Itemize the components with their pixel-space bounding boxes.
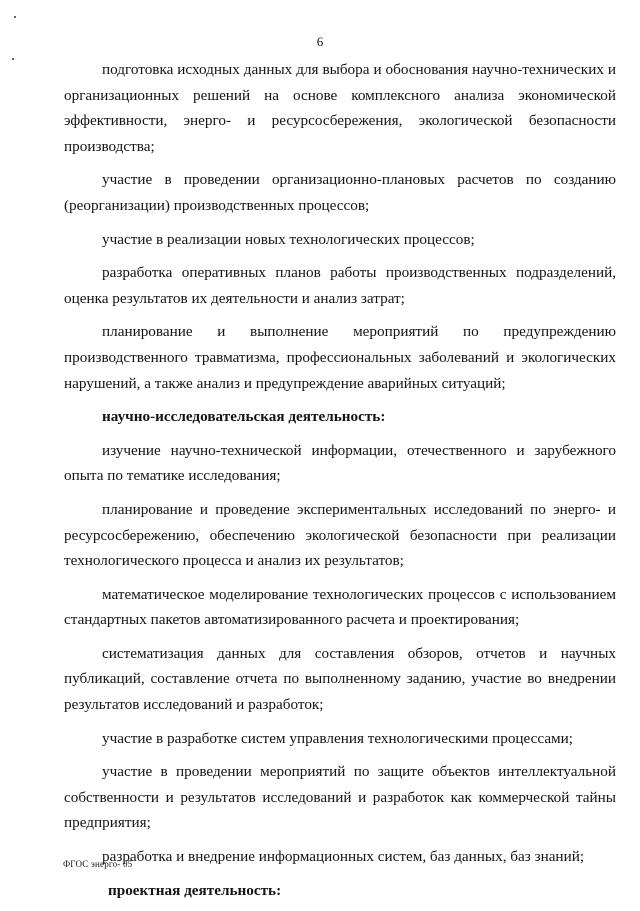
scan-artifact bbox=[12, 58, 14, 60]
body-paragraph: участие в реализации новых технологических процессов; bbox=[102, 230, 475, 248]
body-paragraph: математическое моделирование технологических процессов с использованием стандартных пакетов автоматизированного расчета и проектирования; bbox=[64, 585, 616, 629]
body-paragraph: разработка и внедрение информационных систем, баз данных, баз знаний; bbox=[102, 848, 585, 866]
document-footer: ФГОС энерго- 05 bbox=[63, 859, 133, 869]
scan-artifact bbox=[14, 16, 16, 18]
body-paragraph: подготовка исходных данных для выбора и обоснования научно-технических и организационных решений на основе комплексного анализа экономической эффективности, энерго- и ресурсосбережения, экологической безопасности производства; bbox=[64, 61, 616, 155]
section-heading: научно-исследовательская деятельность: bbox=[102, 408, 386, 426]
body-paragraph: участие в проведении организационно-плановых расчетов по созданию (реорганизации) производственных процессов; bbox=[64, 171, 616, 214]
body-paragraph: планирование и выполнение мероприятий по предупреждению производственного травматизма, профессиональных заболеваний и экологических нарушений, а также анализ и предупреждение аварийных ситуаций; bbox=[64, 323, 616, 392]
body-paragraph: изучение научно-технической информации, отечественного и зарубежного опыта по тематике исследования; bbox=[64, 441, 616, 485]
body-paragraph: систематизация данных для составления обзоров, отчетов и научных публикаций, составление отчета по выполненному заданию, участие во внедрении результатов исследований и разработок; bbox=[64, 644, 616, 714]
body-paragraph: планирование и проведение экспериментальных исследований по энерго- и ресурсосбережению, обеспечению экологической безопасности при реализации технологического процесса и анализ их результатов; bbox=[64, 500, 616, 570]
document-body bbox=[64, 57, 616, 911]
body-paragraph: разработка оперативных планов работы производственных подразделений, оценка результатов их деятельности и анализ затрат; bbox=[64, 264, 616, 307]
body-paragraph: участие в разработке систем управления технологическими процессами; bbox=[102, 729, 574, 747]
page-number: 6 bbox=[316, 34, 324, 49]
body-paragraph: участие в проведении мероприятий по защите объектов интеллектуальной собственности и результатов исследований и разработок как коммерческой тайны предприятия; bbox=[64, 763, 616, 832]
section-heading: проектная деятельность: bbox=[108, 881, 282, 899]
